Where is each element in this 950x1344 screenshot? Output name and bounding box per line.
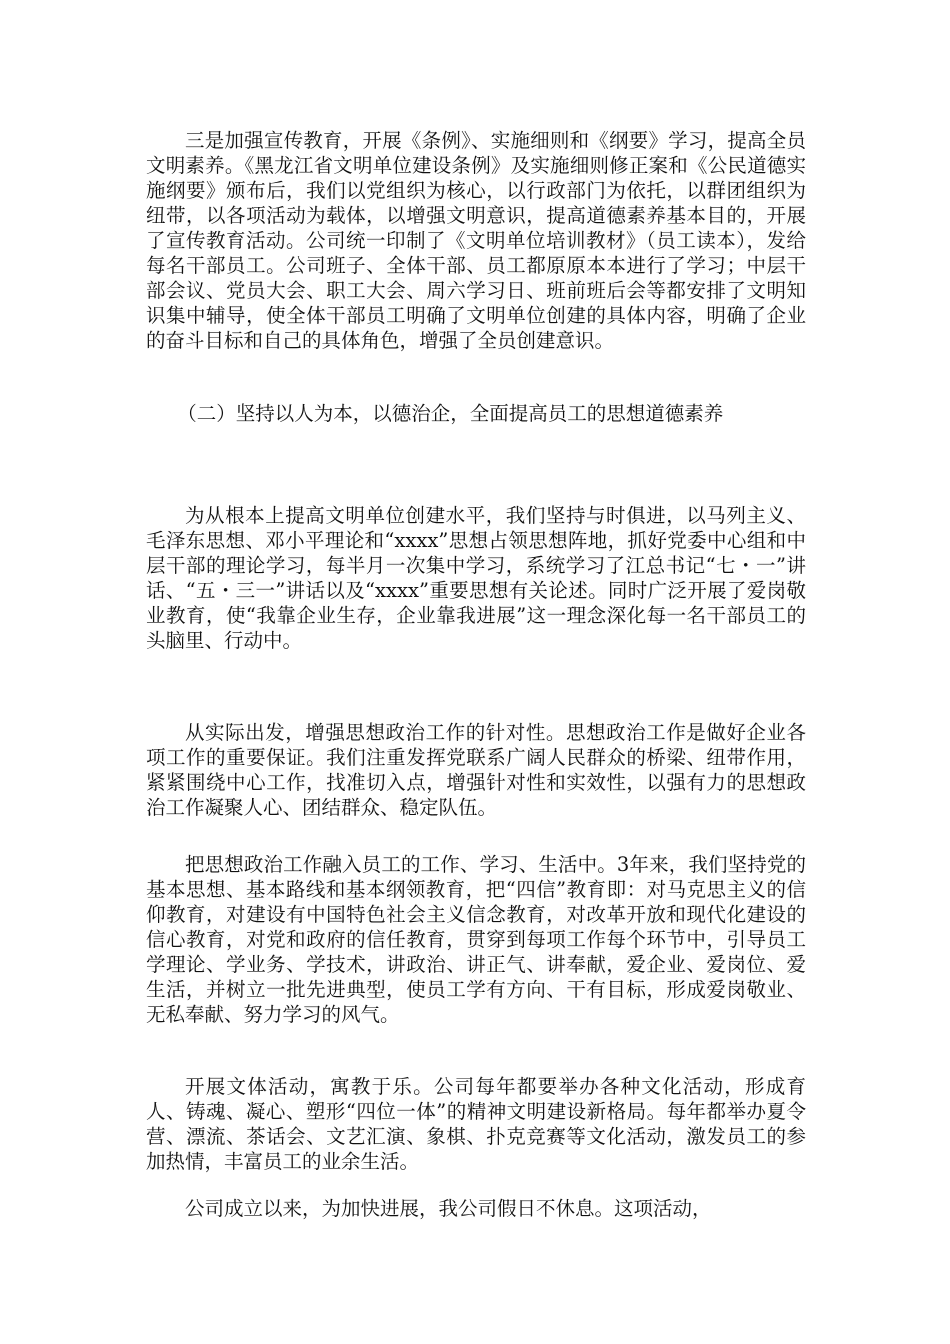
paragraph-theory-study: 为从根本上提高文明单位创建水平，我们坚持与时俱进，以马列主义、毛泽东思想、邓小平理论和“xxxx”思想占领思想阵地，抓好党委中心组和中层干部的理论学习，每半月一次集中学习，系统学习了江总书记“七・一”讲话、“五・三一”讲话以及“xxxx”重要思想有关论述。同时广泛开展了爱岗敬业教育，使“我靠企业生存，企业靠我进展”这一理念深化每一名干部员工的头脑里、行动中。 xyxy=(146,504,806,652)
paragraph-company-holidays: 公司成立以来，为加快进展，我公司假日不休息。这项活动， xyxy=(185,1197,712,1220)
paragraph-cultural-activities: 开展文体活动，寓教于乐。公司每年都要举办各种文化活动，形成育人、铸魂、凝心、塑形“四位一体”的精神文明建设新格局。每年都举办夏令营、漂流、茶话会、文艺汇演、象棋、扑克竞赛等文化活动，激发员工的参加热情，丰富员工的业余生活。 xyxy=(146,1075,806,1173)
paragraph-practical-approach: 从实际出发，增强思想政治工作的针对性。思想政治工作是做好企业各项工作的重要保证。我们注重发挥党联系广阔人民群众的桥梁、纽带作用，紧紧围绕中心工作，找准切入点，增强针对性和实效性，以强有力的思想政治工作凝聚人心、团结群众、稳定队伍。 xyxy=(146,721,806,819)
section-heading-people-oriented: （二）坚持以人为本，以德治企，全面提高员工的思想道德素养 xyxy=(177,402,724,425)
paragraph-political-work: 把思想政治工作融入员工的工作、学习、生活中。3年来，我们坚持党的基本思想、基本路线和基本纲领教育，把“四信”教育即：对马克思主义的信仰教育，对建设有中国特色社会主义信念教育，对改革开放和现代化建设的信心教育，对党和政府的信任教育，贯穿到每项工作每个环节中，引导员工学理论、学业务、学技术，讲政治、讲正气、讲奉献，爱企业、爱岗位、爱生活，并树立一批先进典型，使员工学有方向、干有目标，形成爱岗敬业、无私奉献、努力学习的风气。 xyxy=(146,853,806,1026)
paragraph-publicity-education: 三是加强宣传教育，开展《条例》、实施细则和《纲要》学习，提高全员文明素养。《黑龙江省文明单位建设条例》及实施细则修正案和《公民道德实施纲要》颁布后，我们以党组织为核心，以行政部门为依托，以群团组织为纽带，以各项活动为载体，以增强文明意识，提高道德素养基本目的，开展了宣传教育活动。公司统一印制了《文明单位培训教材》（员工读本），发给每名干部员工。公司班子、全体干部、员工都原原本本进行了学习；中层干部会议、党员大会、职工大会、周六学习日、班前班后会等都安排了文明知识集中辅导，使全体干部员工明确了文明单位创建的具体内容，明确了企业的奋斗目标和自己的具体角色，增强了全员创建意识。 xyxy=(146,129,806,352)
